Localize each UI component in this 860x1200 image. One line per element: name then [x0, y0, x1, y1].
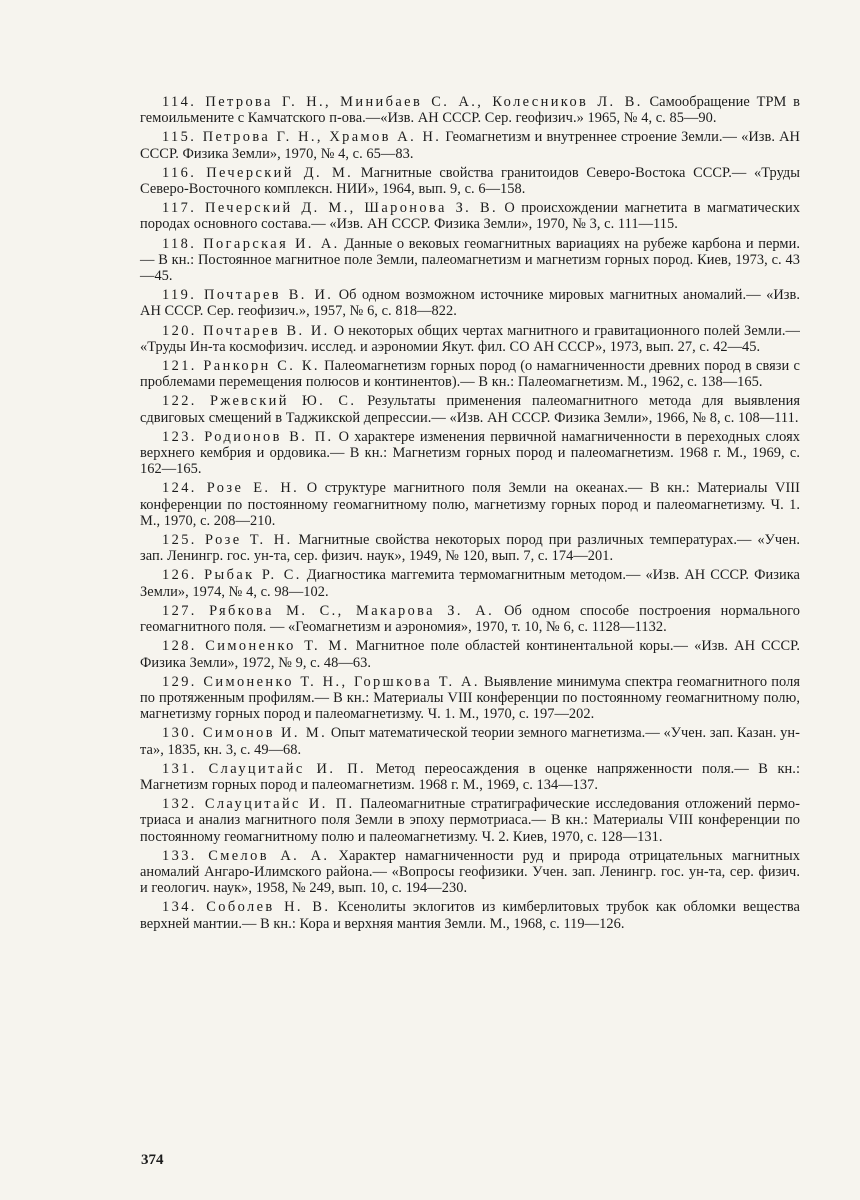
- reference-list: [140, 94, 800, 932]
- reference-entry: [140, 674, 800, 723]
- reference-entry: [140, 236, 800, 285]
- reference-author: 124. Розе Е. Н.: [162, 480, 300, 497]
- reference-entry: [140, 165, 800, 197]
- reference-entry: [140, 532, 800, 564]
- reference-entry: [140, 393, 800, 425]
- reference-author: 128. Симоненко Т. М.: [162, 638, 350, 655]
- reference-author: 125. Розе Т. Н.: [162, 532, 293, 549]
- reference-entry: [140, 848, 800, 897]
- reference-text: Результаты применения палеомагнитного метода для выявления сдвиговых смещений в Таджикской депрессии.— «Изв. АН СССР. Физика Земли», 1966, № 8, с. 108—111.: [140, 393, 800, 426]
- reference-author: 131. Слауцитайс И. П.: [162, 760, 367, 777]
- reference-entry: [140, 899, 800, 931]
- reference-author: 134. Соболев Н. В.: [162, 899, 331, 916]
- reference-text: Характер намагниченности руд и природа отрицательных магнитных аномалий Ангаро-Илимского района.— «Вопросы геофизики. Учен. зап. Ленингр. гос. ун-та, сер. физич. и геологич. наук», 1958, № 249, вып. 10, с. 194—230.: [140, 847, 800, 897]
- reference-entry: [140, 638, 800, 670]
- reference-text: Диагностика маггемита термомагнитным методом.— «Изв. АН СССР. Физика Земли», 1974, № 4, с. 98—102.: [140, 567, 800, 600]
- reference-entry: [140, 603, 800, 635]
- reference-text: Магнитное поле областей континентальной коры.— «Изв. АН СССР. Физика Земли», 1972, № 9, с. 48—63.: [140, 638, 800, 671]
- reference-author: 114. Петрова Г. Н., Минибаев С. А., Колесников Л. В.: [162, 94, 643, 110]
- reference-text: Палеомагнетизм горных пород (о намагниченности древних пород в связи с проблемами перемещения полюсов и континентов).— В кн.: Палеомагнетизм. М., 1962, с. 138—165.: [140, 358, 800, 391]
- reference-entry: [140, 567, 800, 599]
- reference-author: 118. Погарская И. А.: [162, 235, 340, 252]
- reference-page: [140, 94, 800, 935]
- reference-text: О некоторых общих чертах магнитного и гравитационного полей Земли.— «Труды Ин-та космофизич. исслед. и аэрономии Якут. фил. СО АН СССР», 1973, вып. 27, с. 42—45.: [140, 322, 800, 355]
- reference-text: Опыт математической теории земного магнетизма.— «Учен. зап. Казан. ун-та», 1835, кн. 3, с. 49—68.: [140, 725, 800, 758]
- reference-entry: [140, 796, 800, 845]
- reference-text: Геомагнетизм и внутреннее строение Земли.— «Изв. АН СССР. Физика Земли», 1970, № 4, с. 65—83.: [140, 129, 800, 162]
- page-number: 374: [141, 1152, 164, 1168]
- reference-author: 130. Симонов И. М.: [162, 725, 328, 742]
- reference-entry: [140, 200, 800, 232]
- reference-author: 116. Печерский Д. М.: [162, 164, 354, 181]
- reference-entry: [140, 725, 800, 757]
- reference-text: Данные о вековых геомагнитных вариациях на рубеже карбона и перми.— В кн.: Постоянное магнитное поле Земли, палеомагнетизм и магнетизм горных пород. Киев, 1973, с. 43—45.: [140, 235, 800, 285]
- reference-entry: [140, 94, 800, 126]
- reference-text: Палеомагнитные стратиграфические исследования отложений пермо-триаса и анализ магнитного поля Земли в эпоху пермотриаса.— В кн.: Материалы VIII конференции по постоянному геомагнитному полю и палеомагнетизму. Ч. 2. Киев, 1970, с. 128—131.: [140, 796, 800, 845]
- reference-text: Магнитные свойства гранитоидов Северо-Востока СССР.— «Труды Северо-Восточного комплексн. НИИ», 1964, вып. 9, с. 6—158.: [140, 164, 801, 198]
- reference-text: Магнитные свойства некоторых пород при различных температурах.— «Учен. зап. Ленингр. гос. ун-та, сер. физич. наук», 1949, № 120, вып. 7, с. 174—201.: [140, 532, 800, 565]
- reference-text: Об одном способе построения нормального геомагнитного поля. — «Геомагнетизм и аэрономия», 1970, т. 10, № 6, с. 1128—1132.: [140, 602, 800, 636]
- reference-author: 123. Родионов В. П.: [162, 428, 334, 445]
- reference-entry: [140, 429, 800, 478]
- reference-author: 129. Симоненко Т. Н., Горшкова Т. А.: [162, 673, 480, 690]
- reference-text: О характере изменения первичной намагниченности в переходных слоях верхнего кембрия и ордовика.— В кн.: Магнетизм горных пород и палеомагнетизм. 1968 г. М., 1969, с. 162—165.: [140, 428, 800, 478]
- reference-text: О происхождении магнетита в магматических породах основного состава.— «Изв. АН СССР. Физика Земли», 1970, № 3, с. 111—115.: [140, 200, 801, 233]
- reference-entry: [140, 129, 800, 161]
- reference-text: Об одном возможном источнике мировых магнитных аномалий.— «Изв. АН СССР. Сер. геофизич.», 1957, № 6, с. 818—822.: [140, 287, 800, 320]
- reference-entry: [140, 480, 800, 529]
- reference-author: 127. Рябкова М. С., Макарова З. А.: [162, 602, 495, 619]
- reference-author: 132. Слауцитайс И. П.: [162, 796, 355, 813]
- reference-author: 122. Ржевский Ю. С.: [162, 393, 357, 410]
- reference-author: 126. Рыбак Р. С.: [162, 567, 302, 584]
- reference-entry: [140, 358, 800, 390]
- reference-text: О структуре магнитного поля Земли на океанах.— В кн.: Материалы VIII конференции по постоянному геомагнитному полю, магнетизму горных пород и палеомагнетизму. Ч. 1. М., 1970, с. 208—210.: [140, 480, 800, 529]
- reference-author: 120. Почтарев В. И.: [162, 322, 330, 339]
- reference-author: 117. Печерский Д. М., Шаронова З. В.: [162, 200, 498, 217]
- reference-entry: [140, 761, 800, 793]
- reference-author: 115. Петрова Г. Н., Храмов А. Н.: [162, 129, 442, 146]
- reference-text: Ксенолиты эклогитов из кимберлитовых трубок как обломки вещества верхней мантии.— В кн.: Кора и верхняя мантия Земли. М., 1968, с. 119—126.: [140, 899, 800, 932]
- reference-author: 133. Смелов А. А.: [162, 847, 330, 864]
- reference-text: Выявление минимума спектра геомагнитного поля по протяженным профилям.— В кн.: Материалы VIII конференции по постоянному геомагнитному полю, магнетизму горных пород и палеомагнетизму. Ч. 1. М., 1970, с. 197—202.: [140, 673, 800, 723]
- reference-author: 119. Почтарев В. И.: [162, 287, 334, 304]
- reference-entry: [140, 323, 800, 355]
- reference-text: Метод переосаждения в оценке напряженности поля.— В кн.: Магнетизм горных пород и палеомагнетизм. 1968 г. М., 1969, с. 134—137.: [140, 760, 800, 793]
- reference-entry: [140, 287, 800, 319]
- reference-author: 121. Ранкорн С. К.: [162, 358, 320, 375]
- reference-text: Самообращение TPM в гемоильмените с Камчатского п-ова.—«Изв. АН СССР. Сер. геофизич.» 1965, № 4, с. 85—90.: [140, 94, 800, 127]
